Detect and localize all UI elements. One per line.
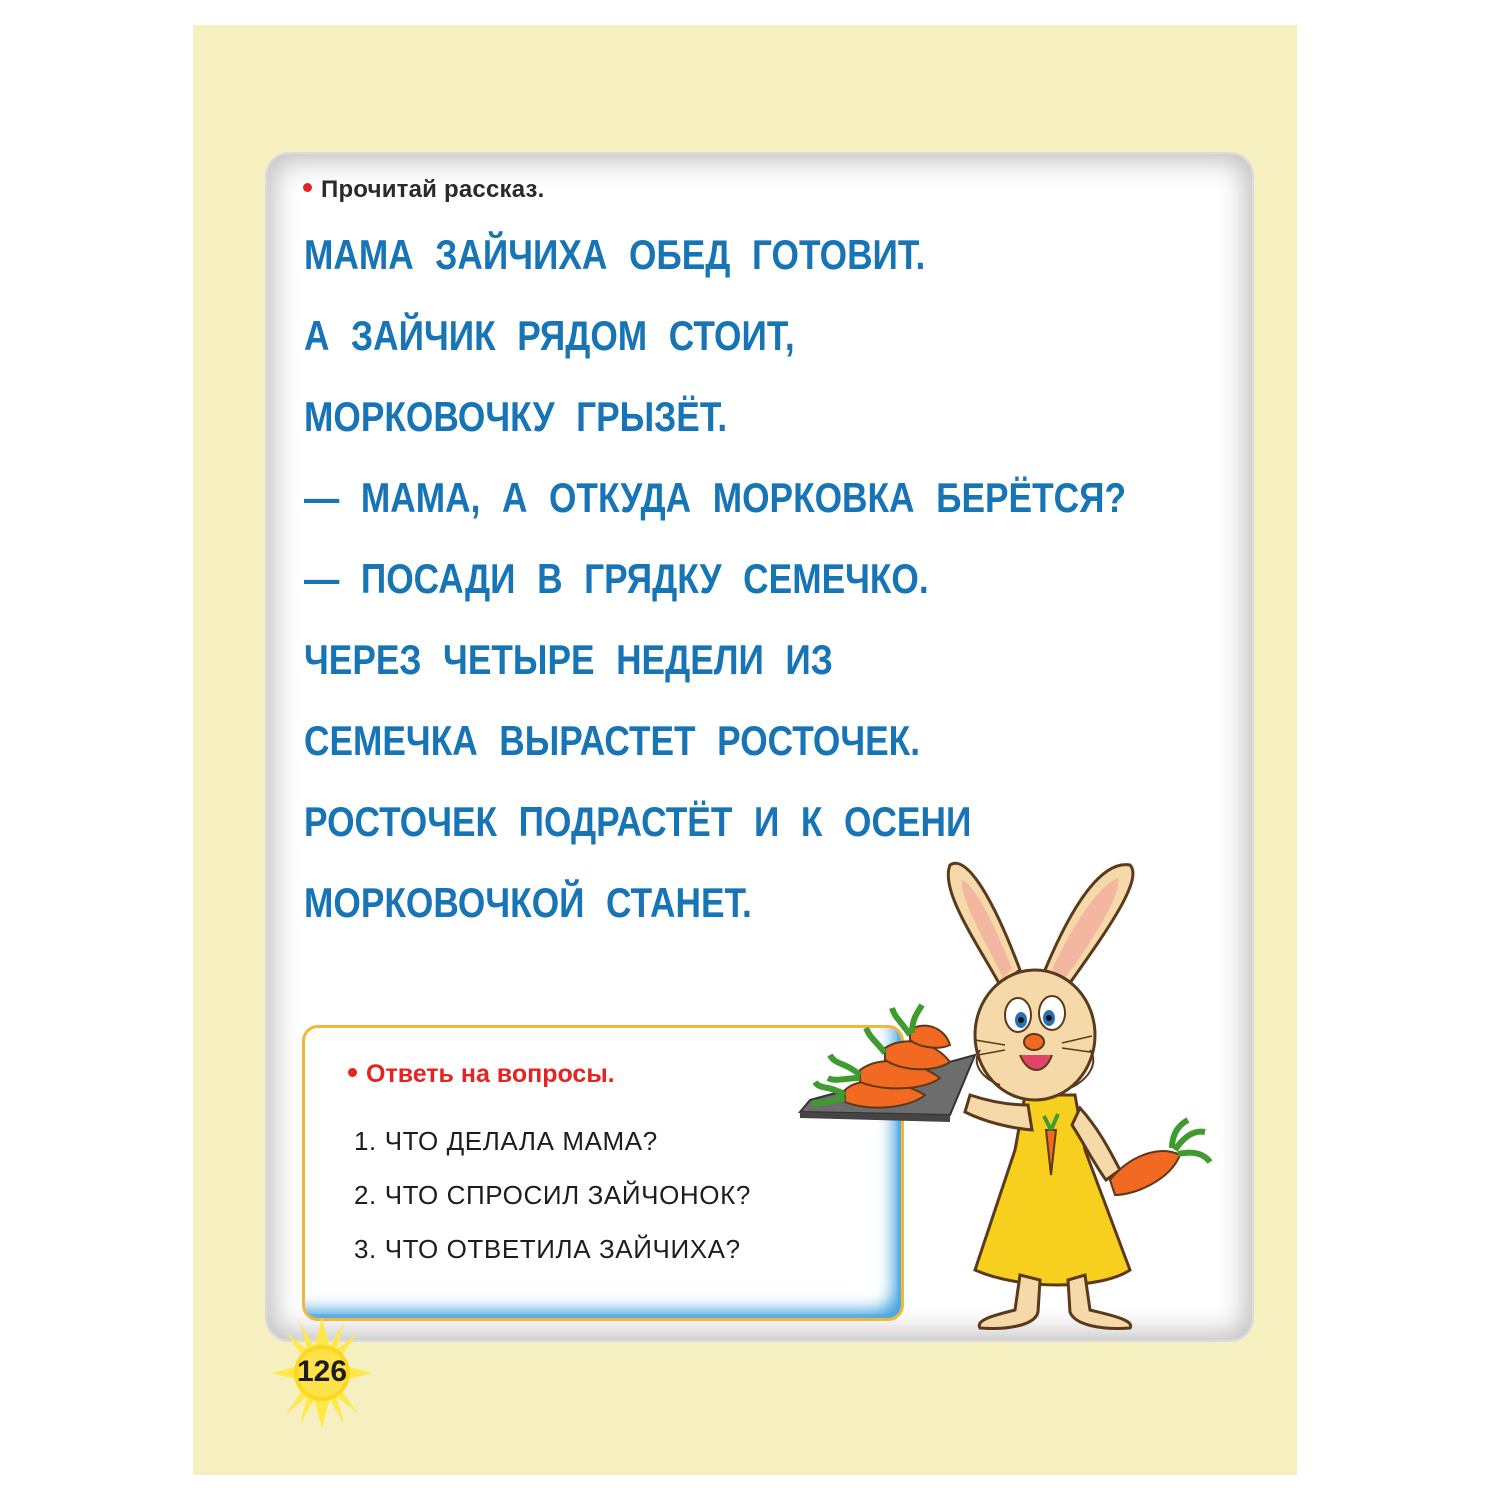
story-line: А ЗАЙЧИК РЯДОМ СТОИТ, (304, 312, 795, 359)
story-line: ЧЕРЕЗ ЧЕТЫРЕ НЕДЕЛИ ИЗ (304, 636, 833, 683)
read-instruction (303, 176, 545, 204)
questions-title-text: Ответь на вопросы. (366, 1060, 615, 1088)
story-line: МАМА ЗАЙЧИХА ОБЕД ГОТОВИТ. (304, 231, 926, 278)
story-line: РОСТОЧЕК ПОДРАСТЁТ И К ОСЕНИ (304, 798, 972, 845)
bunny-with-carrots-illustration (800, 850, 1220, 1330)
story-line: МОРКОВОЧКОЙ СТАНЕТ. (304, 879, 752, 926)
story-line: СЕМЕЧКА ВЫРАСТЕТ РОСТОЧЕК. (304, 717, 921, 764)
bullet-dot (303, 183, 312, 192)
instruction-text: Прочитай рассказ. (321, 176, 545, 203)
story-line: — ПОСАДИ В ГРЯДКУ СЕМЕЧКО. (304, 555, 929, 602)
question-item: 3. ЧТО ОТВЕТИЛА ЗАЙЧИХА? (354, 1234, 741, 1264)
questions-title (348, 1060, 615, 1089)
bullet-dot (348, 1068, 357, 1077)
story-line: — МАМА, А ОТКУДА МОРКОВКА БЕРЁТСЯ? (304, 474, 1127, 521)
question-item: 2. ЧТО СПРОСИЛ ЗАЙЧОНОК? (354, 1180, 751, 1210)
page-number: 126 (296, 1355, 348, 1388)
story-line: МОРКОВОЧКУ ГРЫЗЁТ. (304, 393, 728, 440)
question-item: 1. ЧТО ДЕЛАЛА МАМА? (354, 1126, 658, 1156)
